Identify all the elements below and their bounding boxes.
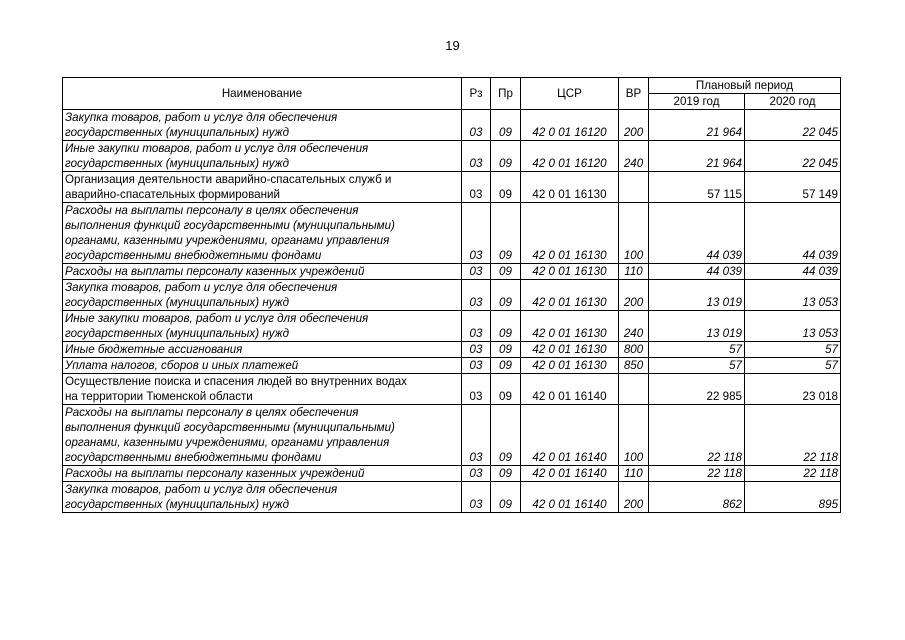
row-2020-amount: 44 039 [745,203,841,264]
row-2019-amount: 13 019 [649,280,745,311]
row-pr: 09 [491,342,521,358]
row-name: Уплата налогов, сборов и иных платежей [63,358,462,374]
row-2020-amount: 23 018 [745,374,841,405]
row-pr: 09 [491,311,521,342]
row-pr: 09 [491,141,521,172]
table-row [63,466,841,482]
row-vr: 200 [619,110,649,141]
table-row [63,374,841,405]
row-rz: 03 [462,466,491,482]
table-row [63,405,841,466]
table-row [63,141,841,172]
table-body [63,110,841,513]
header-rz: Рз [462,78,491,110]
row-name: Осуществление поиска и спасения людей во внутренних водах на территории Тюменской области [63,374,462,405]
row-vr: 850 [619,358,649,374]
row-name: Иные закупки товаров, работ и услуг для обеспечения государственных (муниципальных) нужд [63,311,462,342]
row-csr: 42 0 01 16130 [521,358,619,374]
table-row [63,311,841,342]
row-rz: 03 [462,110,491,141]
row-2020-amount: 22 118 [745,466,841,482]
row-vr: 240 [619,311,649,342]
row-vr: 100 [619,203,649,264]
table-row [63,358,841,374]
row-name: Расходы на выплаты персоналу в целях обеспечения выполнения функций государственными (муниципальными) органами, казенными учреждениями, органами управления государственными внебюджетными фондами [63,203,462,264]
row-rz: 03 [462,482,491,513]
row-csr: 42 0 01 16140 [521,466,619,482]
row-2019-amount: 57 [649,342,745,358]
row-csr: 42 0 01 16140 [521,374,619,405]
row-2020-amount: 22 045 [745,110,841,141]
row-2019-amount: 22 985 [649,374,745,405]
row-vr: 100 [619,405,649,466]
row-csr: 42 0 01 16120 [521,110,619,141]
row-csr: 42 0 01 16120 [521,141,619,172]
table-row [63,264,841,280]
row-pr: 09 [491,358,521,374]
header-2019: 2019 год [649,94,745,110]
budget-table [62,77,841,513]
row-csr: 42 0 01 16130 [521,280,619,311]
row-2019-amount: 13 019 [649,311,745,342]
row-2019-amount: 862 [649,482,745,513]
row-rz: 03 [462,172,491,203]
page-number: 19 [445,38,460,53]
row-2020-amount: 57 149 [745,172,841,203]
row-2019-amount: 44 039 [649,264,745,280]
row-pr: 09 [491,172,521,203]
row-rz: 03 [462,374,491,405]
row-rz: 03 [462,264,491,280]
header-csr: ЦСР [521,78,619,110]
row-pr: 09 [491,374,521,405]
row-2020-amount: 22 118 [745,405,841,466]
row-2019-amount: 22 118 [649,466,745,482]
header-2020: 2020 год [745,94,841,110]
row-rz: 03 [462,280,491,311]
row-csr: 42 0 01 16140 [521,482,619,513]
row-pr: 09 [491,110,521,141]
header-vr: ВР [619,78,649,110]
row-2020-amount: 57 [745,358,841,374]
row-vr [619,172,649,203]
row-vr: 110 [619,264,649,280]
table-row [63,172,841,203]
table-row [63,203,841,264]
row-vr [619,374,649,405]
row-csr: 42 0 01 16130 [521,172,619,203]
row-vr: 200 [619,482,649,513]
row-pr: 09 [491,405,521,466]
row-name: Иные бюджетные ассигнования [63,342,462,358]
table-row [63,342,841,358]
row-vr: 110 [619,466,649,482]
row-rz: 03 [462,141,491,172]
table-row [63,482,841,513]
row-csr: 42 0 01 16140 [521,405,619,466]
header-name: Наименование [63,78,462,110]
row-pr: 09 [491,203,521,264]
row-csr: 42 0 01 16130 [521,264,619,280]
row-2020-amount: 13 053 [745,311,841,342]
row-2019-amount: 21 964 [649,110,745,141]
row-2019-amount: 57 [649,358,745,374]
row-rz: 03 [462,342,491,358]
row-pr: 09 [491,482,521,513]
row-name: Закупка товаров, работ и услуг для обеспечения государственных (муниципальных) нужд [63,482,462,513]
row-name: Организация деятельности аварийно-спасательных служб и аварийно-спасательных формирований [63,172,462,203]
row-csr: 42 0 01 16130 [521,203,619,264]
row-2019-amount: 22 118 [649,405,745,466]
row-vr: 800 [619,342,649,358]
row-rz: 03 [462,405,491,466]
row-2020-amount: 22 045 [745,141,841,172]
row-pr: 09 [491,466,521,482]
row-csr: 42 0 01 16130 [521,311,619,342]
table-row [63,280,841,311]
row-2019-amount: 57 115 [649,172,745,203]
row-rz: 03 [462,203,491,264]
header-planning-period: Плановый период [649,78,841,94]
row-2020-amount: 895 [745,482,841,513]
row-2019-amount: 44 039 [649,203,745,264]
row-2019-amount: 21 964 [649,141,745,172]
header-pr: Пр [491,78,521,110]
row-name: Иные закупки товаров, работ и услуг для обеспечения государственных (муниципальных) нужд [63,141,462,172]
row-vr: 200 [619,280,649,311]
row-pr: 09 [491,280,521,311]
row-2020-amount: 44 039 [745,264,841,280]
row-pr: 09 [491,264,521,280]
row-name: Расходы на выплаты персоналу казенных учреждений [63,466,462,482]
table-row [63,110,841,141]
row-rz: 03 [462,311,491,342]
row-rz: 03 [462,358,491,374]
row-name: Закупка товаров, работ и услуг для обеспечения государственных (муниципальных) нужд [63,280,462,311]
row-name: Расходы на выплаты персоналу в целях обеспечения выполнения функций государственными (муниципальными) органами, казенными учреждениями, органами управления государственными внебюджетными фондами [63,405,462,466]
row-vr: 240 [619,141,649,172]
row-name: Расходы на выплаты персоналу казенных учреждений [63,264,462,280]
row-csr: 42 0 01 16130 [521,342,619,358]
row-2020-amount: 13 053 [745,280,841,311]
row-name: Закупка товаров, работ и услуг для обеспечения государственных (муниципальных) нужд [63,110,462,141]
row-2020-amount: 57 [745,342,841,358]
